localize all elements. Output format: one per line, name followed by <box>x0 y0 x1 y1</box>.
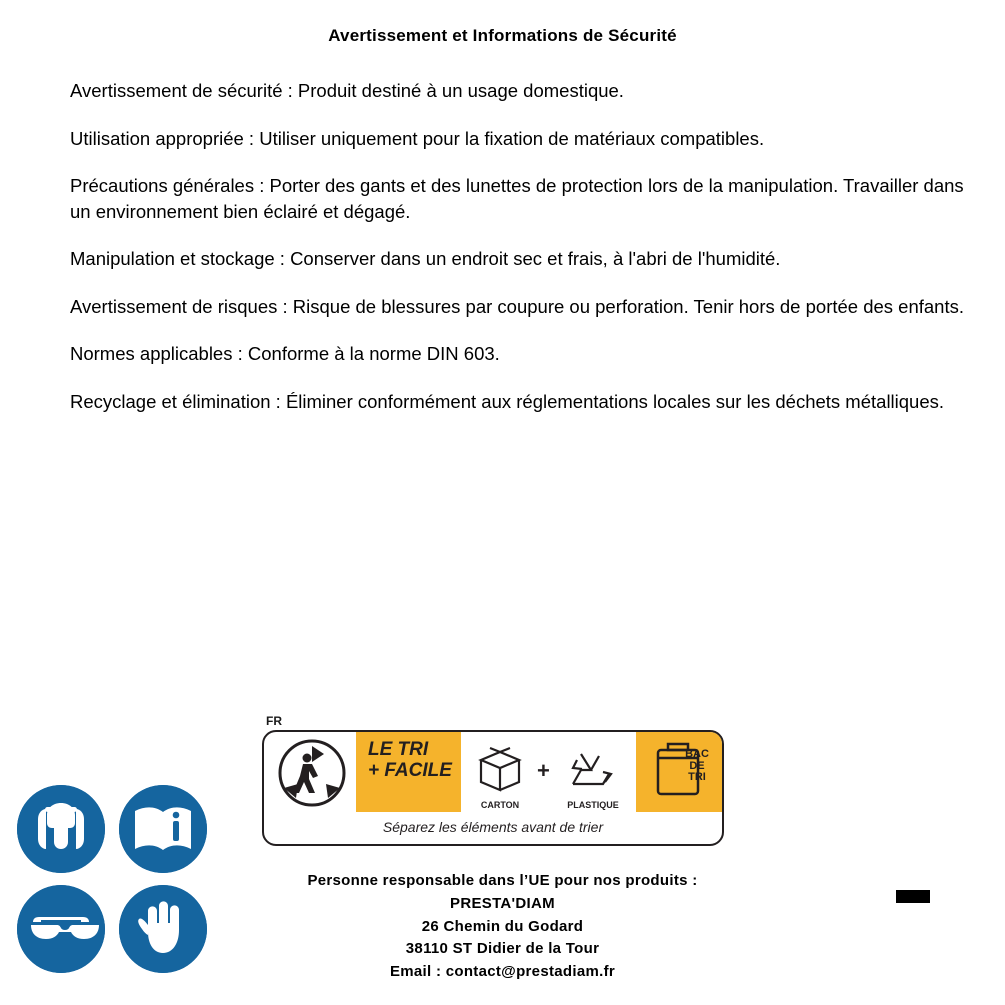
plus-separator: + <box>537 758 550 783</box>
triman-icon <box>270 738 354 808</box>
paragraph: Avertissement de sécurité : Produit destiné à un usage domestique. <box>70 80 624 101</box>
bin-label-line-1: BAC <box>685 748 709 760</box>
slogan-line-1: LE TRI <box>368 739 429 760</box>
material-label-plastique: PLASTIQUE <box>567 800 619 810</box>
responsible-suffix: pour nos produits : <box>549 872 698 889</box>
responsible-prefix: Personne responsable dans l’ <box>307 872 529 889</box>
ce-conformity-icon <box>800 838 950 958</box>
safety-text-block <box>70 78 975 436</box>
cardboard-box-icon <box>481 748 519 790</box>
company-address: 26 Chemin du Godard <box>421 917 584 935</box>
material-label-carton: CARTON <box>480 800 520 810</box>
bin-label <box>676 749 718 784</box>
recycling-arrows-icon <box>573 754 611 784</box>
paragraph: Normes applicables : Conforme à la norme DIN 603. <box>70 343 500 365</box>
paragraph: Utilisation appropriée : Utiliser uniquement pour la fixation de matériaux compatibles. <box>70 127 765 149</box>
band-footer-note: Séparez les éléments avant de trier <box>382 819 604 835</box>
material-icons-group <box>469 736 629 810</box>
ear-protection-icon <box>17 785 105 873</box>
paragraph: Recyclage et élimination : Éliminer conformément aux réglementations locales sur les déchets métalliques. <box>70 390 945 412</box>
recycling-info-band <box>262 714 722 844</box>
read-instructions-icon <box>119 785 207 873</box>
bin-label-line-3: TRI <box>688 771 706 784</box>
paragraph: Manipulation et stockage : Conserver dans un endroit sec et frais, à l'abri de l'humidité. <box>70 248 781 270</box>
recycling-band-box <box>262 730 724 846</box>
company-name: PRESTA'DIAM <box>450 894 555 912</box>
paragraph: Avertissement de risques : Risque de blessures par coupure ou perforation. Tenir hors de portée des enfants. <box>70 295 964 317</box>
sorting-slogan <box>368 740 458 782</box>
paragraph: Précautions générales : Porter des gants et des lunettes de protection lors de la manipulation. Travailler dans un environnement bien éclairé et dégagé. <box>70 175 964 222</box>
language-tag: FR <box>266 714 282 728</box>
bin-label-line-2: DE <box>689 759 705 772</box>
page-title: Avertissement et Informations de Sécurité <box>328 26 677 45</box>
company-city: 38110 ST Didier de la Tour <box>405 940 600 958</box>
company-email: Email : contact@prestadiam.fr <box>389 963 616 981</box>
responsible-strong: UE <box>528 872 550 889</box>
slogan-line-2: + FACILE <box>368 759 452 781</box>
